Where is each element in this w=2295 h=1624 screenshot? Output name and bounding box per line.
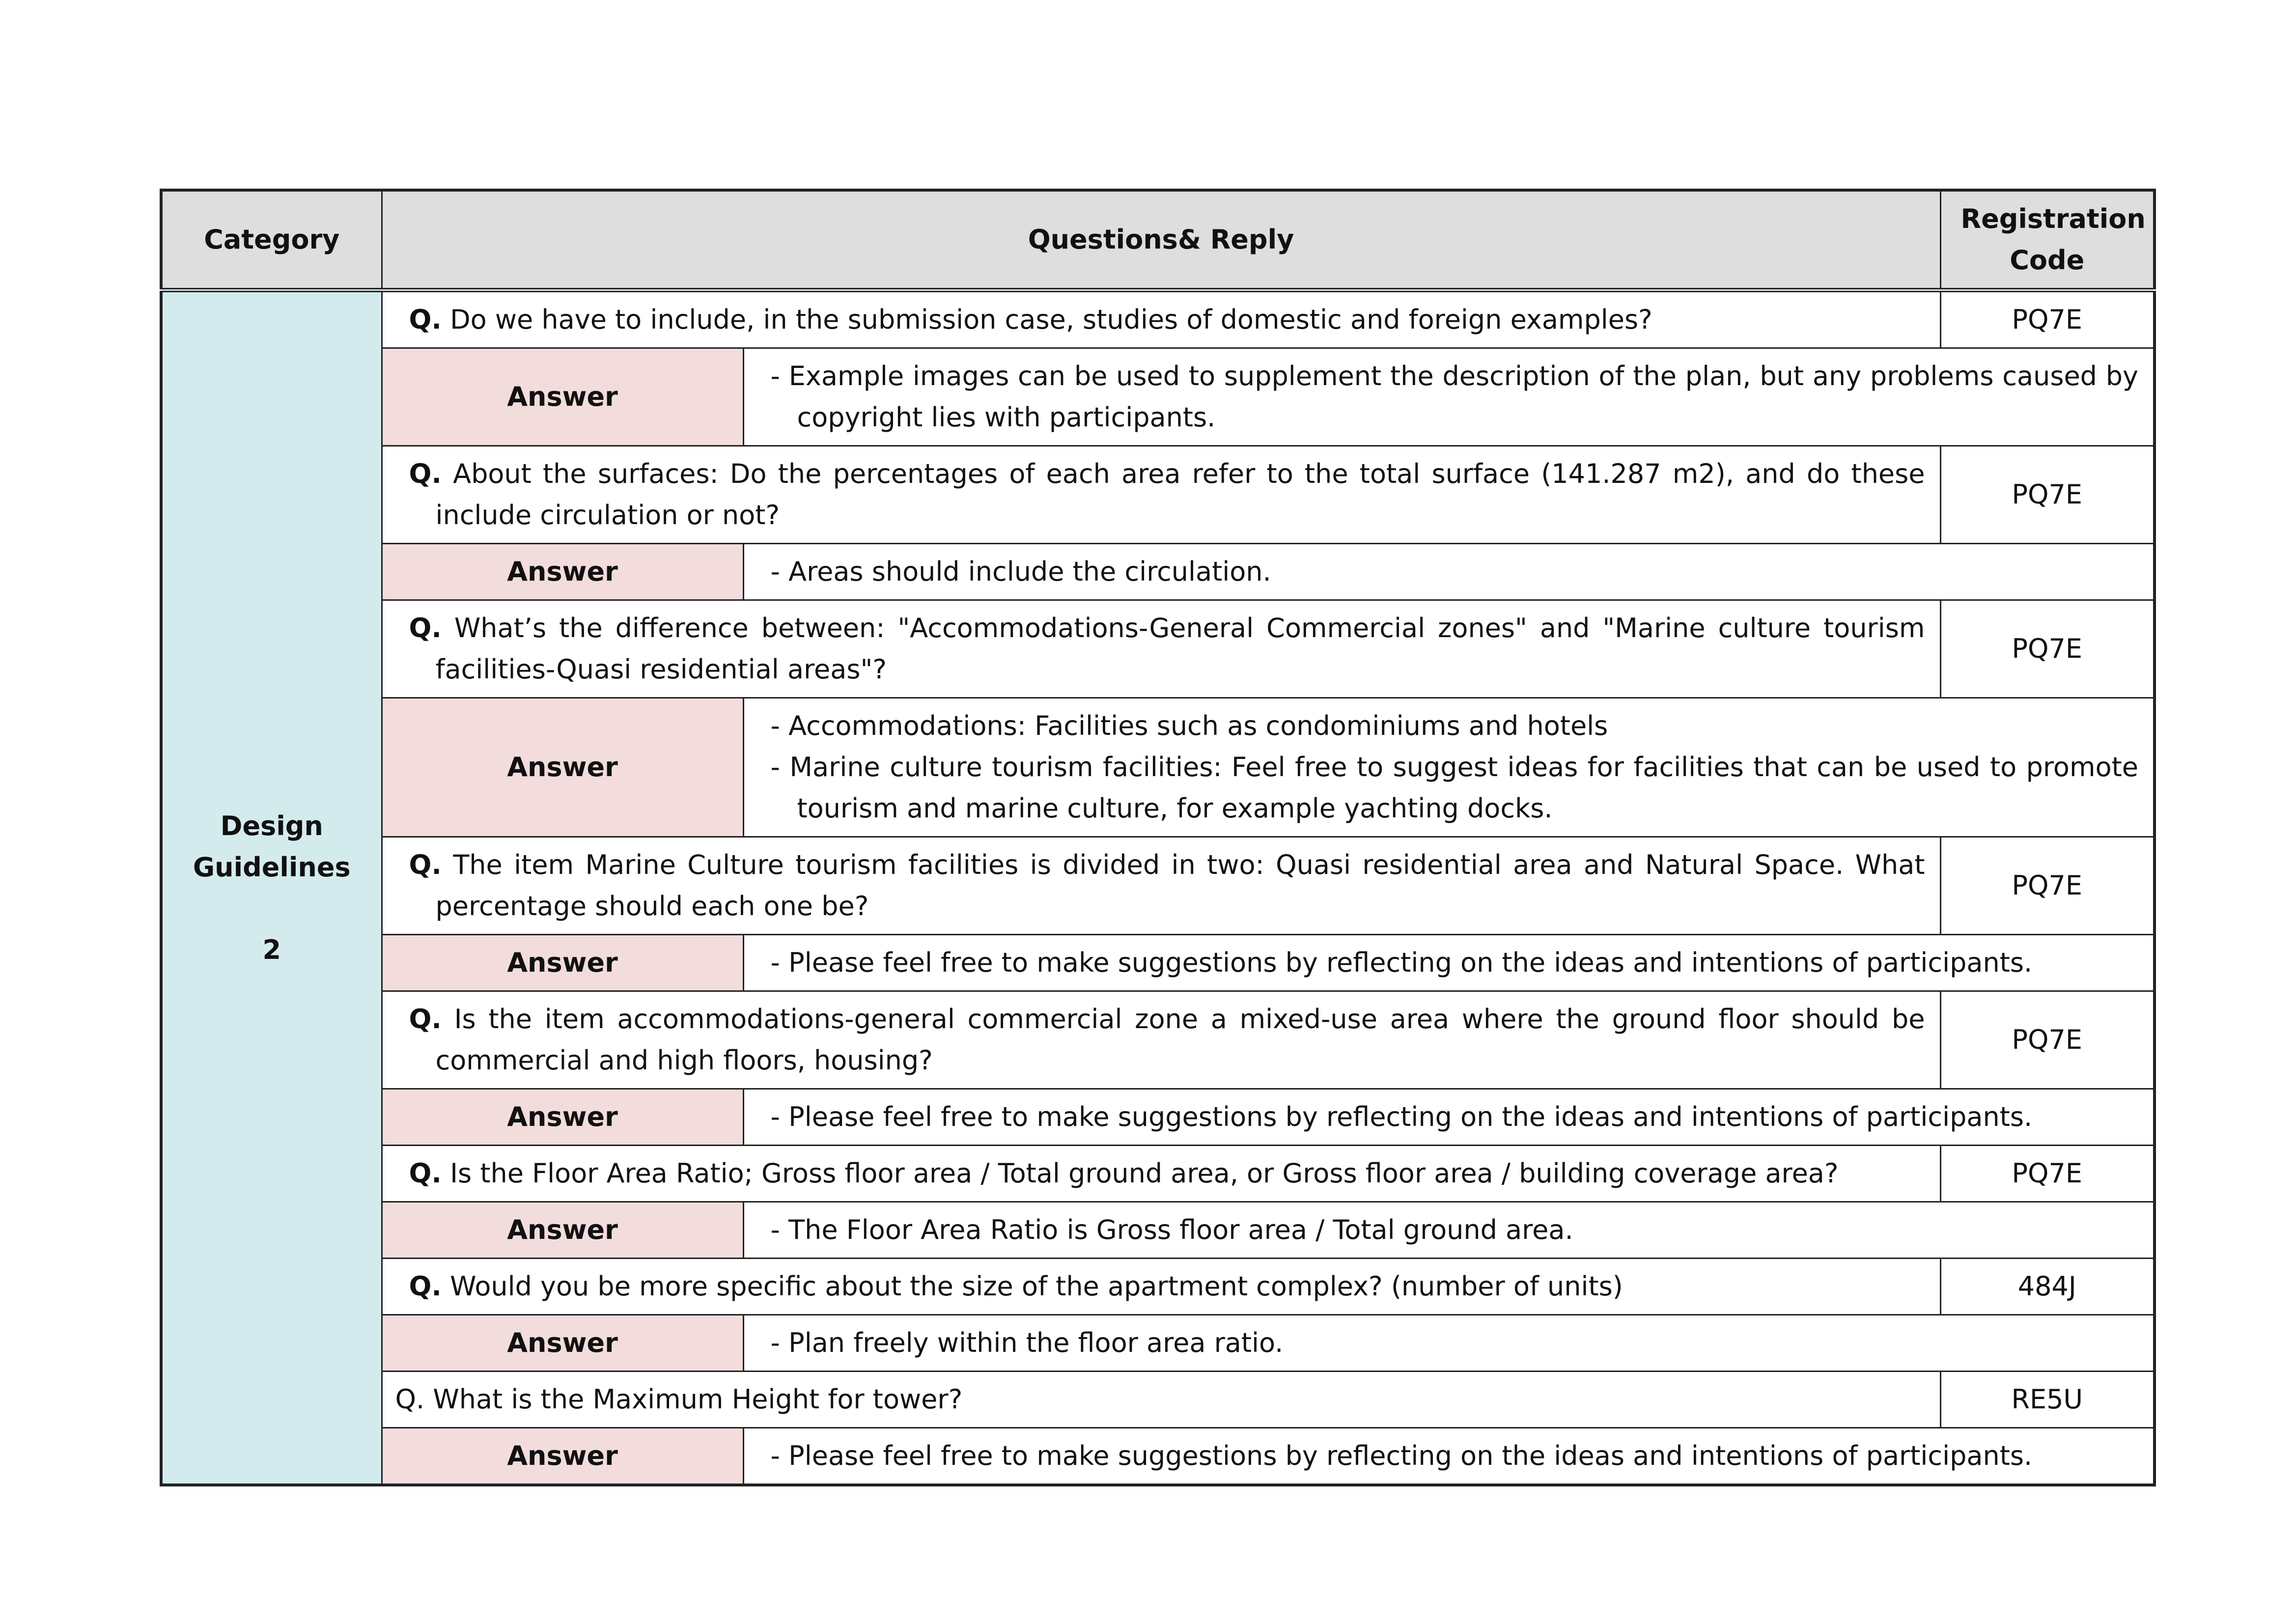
answer-line: - Accommodations: Facilities such as condominiums and hotels xyxy=(770,710,1608,741)
question-cell xyxy=(382,837,1940,935)
q-prefix: Q. xyxy=(409,1158,442,1189)
question-text: About the surfaces: Do the percentages of each area refer to the total surface (141.287 m2), and do these include circulation or not? xyxy=(435,458,1925,531)
registration-code: RE5U xyxy=(1940,1372,2155,1428)
registration-code: PQ7E xyxy=(1940,600,2155,698)
question-text: Is the Floor Area Ratio; Gross floor area / Total ground area, or Gross floor area / building coverage area? xyxy=(450,1158,1839,1189)
q-prefix: Q. xyxy=(409,1271,442,1302)
category-number: 2 xyxy=(262,934,281,965)
question-cell xyxy=(382,1259,1940,1315)
header-questions: Questions& Reply xyxy=(382,190,1940,290)
answer-label: Answer xyxy=(382,348,743,446)
answer-cell xyxy=(743,1428,2155,1485)
registration-code: PQ7E xyxy=(1940,991,2155,1089)
question-cell xyxy=(382,290,1940,348)
question-row xyxy=(161,1372,2155,1428)
answer-cell xyxy=(743,348,2155,446)
question-row xyxy=(161,290,2155,348)
answer-cell xyxy=(743,1089,2155,1146)
answer-line: - Please feel free to make suggestions by reflecting on the ideas and intentions of participants. xyxy=(770,1101,2033,1132)
category-line2: Guidelines xyxy=(193,851,351,883)
answer-cell xyxy=(743,935,2155,991)
header-registration-code: Registration Code xyxy=(1940,190,2155,290)
header-category: Category xyxy=(161,190,382,290)
question-text: What’s the difference between: "Accommodations-General Commercial zones" and "Marine culture tourism facilities-Quasi residential areas"? xyxy=(435,613,1925,685)
answer-label: Answer xyxy=(382,544,743,600)
question-text: Q. What is the Maximum Height for tower? xyxy=(395,1384,963,1415)
answer-line: - The Floor Area Ratio is Gross floor area / Total ground area. xyxy=(770,1214,1573,1245)
q-prefix: Q. xyxy=(409,849,442,880)
registration-code: PQ7E xyxy=(1940,290,2155,348)
answer-label: Answer xyxy=(382,1315,743,1372)
q-prefix: Q. xyxy=(409,613,442,644)
answer-cell xyxy=(743,544,2155,600)
registration-code: PQ7E xyxy=(1940,1146,2155,1202)
q-prefix: Q. xyxy=(409,1004,442,1035)
answer-line: - Marine culture tourism facilities: Feel free to suggest ideas for facilities that can be used to promote tourism and marine culture, for example yachting docks. xyxy=(770,752,2138,824)
question-cell xyxy=(382,1372,1940,1428)
registration-code: PQ7E xyxy=(1940,837,2155,935)
answer-line: - Example images can be used to supplement the description of the plan, but any problems caused by copyright lies with participants. xyxy=(770,361,2138,433)
question-cell xyxy=(382,446,1940,544)
q-prefix: Q. xyxy=(409,458,442,489)
question-row xyxy=(161,1146,2155,1202)
answer-label: Answer xyxy=(382,935,743,991)
answer-line: - Please feel free to make suggestions by reflecting on the ideas and intentions of participants. xyxy=(770,947,2033,978)
answer-row xyxy=(161,1202,2155,1259)
answer-label: Answer xyxy=(382,698,743,837)
answer-label: Answer xyxy=(382,1089,743,1146)
question-cell xyxy=(382,600,1940,698)
answer-label: Answer xyxy=(382,1202,743,1259)
question-row xyxy=(161,837,2155,935)
category-cell xyxy=(161,290,382,1485)
header-row xyxy=(161,190,2155,290)
question-text: Would you be more specific about the size of the apartment complex? (number of units) xyxy=(450,1271,1623,1302)
answer-row xyxy=(161,1315,2155,1372)
q-prefix: Q. xyxy=(409,304,442,335)
question-cell xyxy=(382,991,1940,1089)
answer-line: - Please feel free to make suggestions by reflecting on the ideas and intentions of participants. xyxy=(770,1440,2033,1471)
answer-row xyxy=(161,544,2155,600)
answer-cell xyxy=(743,1315,2155,1372)
category-line1: Design xyxy=(220,810,323,841)
qa-table xyxy=(160,189,2156,1486)
answer-line: - Plan freely within the floor area ratio. xyxy=(770,1327,1284,1358)
answer-cell xyxy=(743,698,2155,837)
question-row xyxy=(161,446,2155,544)
category-gap xyxy=(163,888,381,929)
question-text: The item Marine Culture tourism facilities is divided in two: Quasi residential area and Natural Space. What percentage should each one be? xyxy=(435,849,1925,922)
answer-cell xyxy=(743,1202,2155,1259)
answer-row xyxy=(161,1089,2155,1146)
registration-code: PQ7E xyxy=(1940,446,2155,544)
answer-row xyxy=(161,348,2155,446)
question-text: Do we have to include, in the submission case, studies of domestic and foreign examples? xyxy=(450,304,1652,335)
registration-code: 484J xyxy=(1940,1259,2155,1315)
answer-label: Answer xyxy=(382,1428,743,1485)
question-cell xyxy=(382,1146,1940,1202)
answer-line: - Areas should include the circulation. xyxy=(770,556,1271,587)
question-row xyxy=(161,1259,2155,1315)
question-text: Is the item accommodations-general commercial zone a mixed-use area where the ground floor should be commercial and high floors, housing? xyxy=(435,1004,1925,1076)
answer-row xyxy=(161,698,2155,837)
answer-row xyxy=(161,935,2155,991)
answer-row xyxy=(161,1428,2155,1485)
question-row xyxy=(161,600,2155,698)
question-row xyxy=(161,991,2155,1089)
